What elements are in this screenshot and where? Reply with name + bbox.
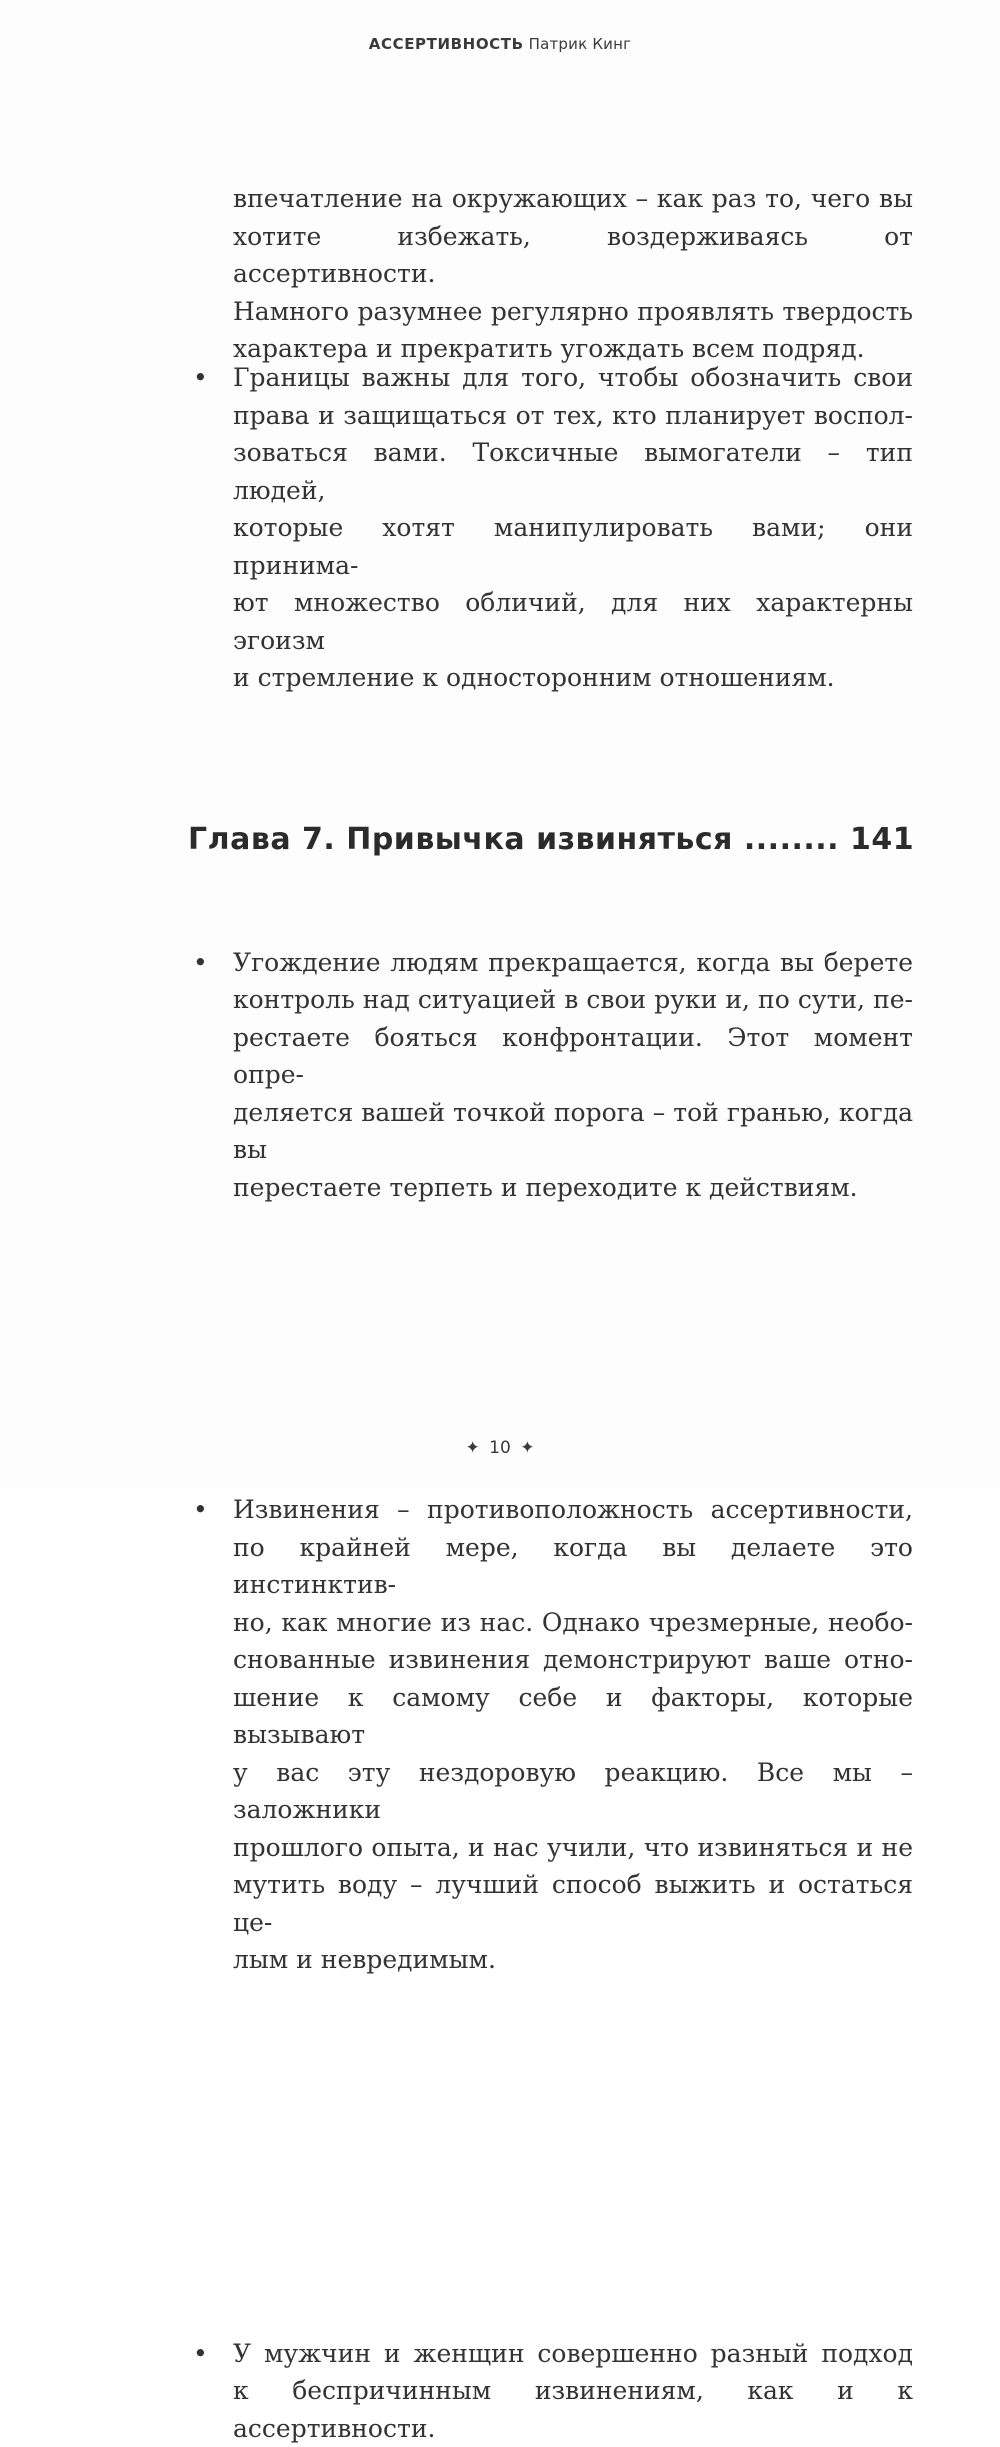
paragraph-text	[233, 180, 913, 368]
continued-paragraph	[193, 180, 913, 368]
text-line: по крайней мере, когда вы делаете это инстинктив-	[233, 1529, 913, 1604]
chapter-heading	[188, 812, 873, 868]
bullet-text	[233, 944, 913, 1207]
bullet-marker: •	[193, 1491, 208, 1529]
page-footer	[0, 1438, 1000, 1458]
text-line: к беспричинным извинениям, как и к ассертивности.	[233, 2372, 913, 2447]
text-line: Намного разумнее регулярно проявлять твердость	[233, 293, 913, 331]
ornament-star-icon: ✦	[466, 1438, 480, 1458]
text-line: деляется вашей точкой порога – той гранью, когда вы	[233, 1094, 913, 1169]
text-line: Угождение людям прекращается, когда вы берете	[233, 944, 913, 982]
text-line: и стремление к односторонним отношениям.	[233, 659, 913, 697]
text-line: впечатление на окружающих – как раз то, чего вы	[233, 180, 913, 218]
text-line: У мужчин и женщин совершенно разный подход	[233, 2335, 913, 2373]
text-line: лым и невредимым.	[233, 1941, 913, 1979]
bullet-marker: •	[193, 359, 208, 397]
chapter-page-number: 141	[850, 822, 914, 857]
text-line: хотите избежать, воздерживаясь от ассертивности.	[233, 218, 913, 293]
bullet-text	[233, 359, 913, 697]
text-line: мутить воду – лучший способ выжить и остаться це-	[233, 1866, 913, 1941]
bullet-text	[233, 1491, 913, 1979]
text-line: зоваться вами. Токсичные вымогатели – тип людей,	[233, 434, 913, 509]
text-line: шение к самому себе и факторы, которые вызывают	[233, 1679, 913, 1754]
ornament-star-icon: ✦	[520, 1438, 534, 1458]
text-line: контроль над ситуацией в свои руки и, по сути, пе-	[233, 981, 913, 1019]
text-line: у вас эту нездоровую реакцию. Все мы – заложники	[233, 1754, 913, 1829]
bullet-marker: •	[193, 2335, 208, 2373]
book-title: АССЕРТИВНОСТЬ	[369, 35, 524, 53]
author-name: Патрик Кинг	[529, 35, 632, 53]
bullet-item	[193, 1491, 913, 1979]
text-line: Границы важны для того, чтобы обозначить свои	[233, 359, 913, 397]
text-line: снованные извинения демонстрируют ваше отно-	[233, 1641, 913, 1679]
bullet-item	[193, 944, 913, 1207]
bullet-text	[233, 2335, 913, 2447]
text-line: но, как многие из нас. Однако чрезмерные, необо-	[233, 1604, 913, 1642]
page-number: 10	[489, 1438, 511, 1458]
text-line: характера и прекратить угождать всем подряд.	[233, 330, 913, 368]
chapter-title: Глава 7. Привычка извиняться	[188, 822, 733, 857]
text-line: перестаете терпеть и переходите к действиям.	[233, 1169, 913, 1207]
bullet-item	[193, 359, 913, 697]
text-line: права и защищаться от тех, кто планирует воспол-	[233, 397, 913, 435]
text-line: прошлого опыта, и нас учили, что извиняться и не	[233, 1829, 913, 1867]
text-line: которые хотят манипулировать вами; они принима-	[233, 509, 913, 584]
running-header	[0, 35, 1000, 53]
bullet-item	[193, 2335, 913, 2447]
text-line: рестаете бояться конфронтации. Этот момент опре-	[233, 1019, 913, 1094]
text-line: ют множество обличий, для них характерны эгоизм	[233, 584, 913, 659]
bullet-marker: •	[193, 944, 208, 982]
dot-leader: ........	[744, 822, 839, 857]
text-line: Извинения – противоположность ассертивности,	[233, 1491, 913, 1529]
